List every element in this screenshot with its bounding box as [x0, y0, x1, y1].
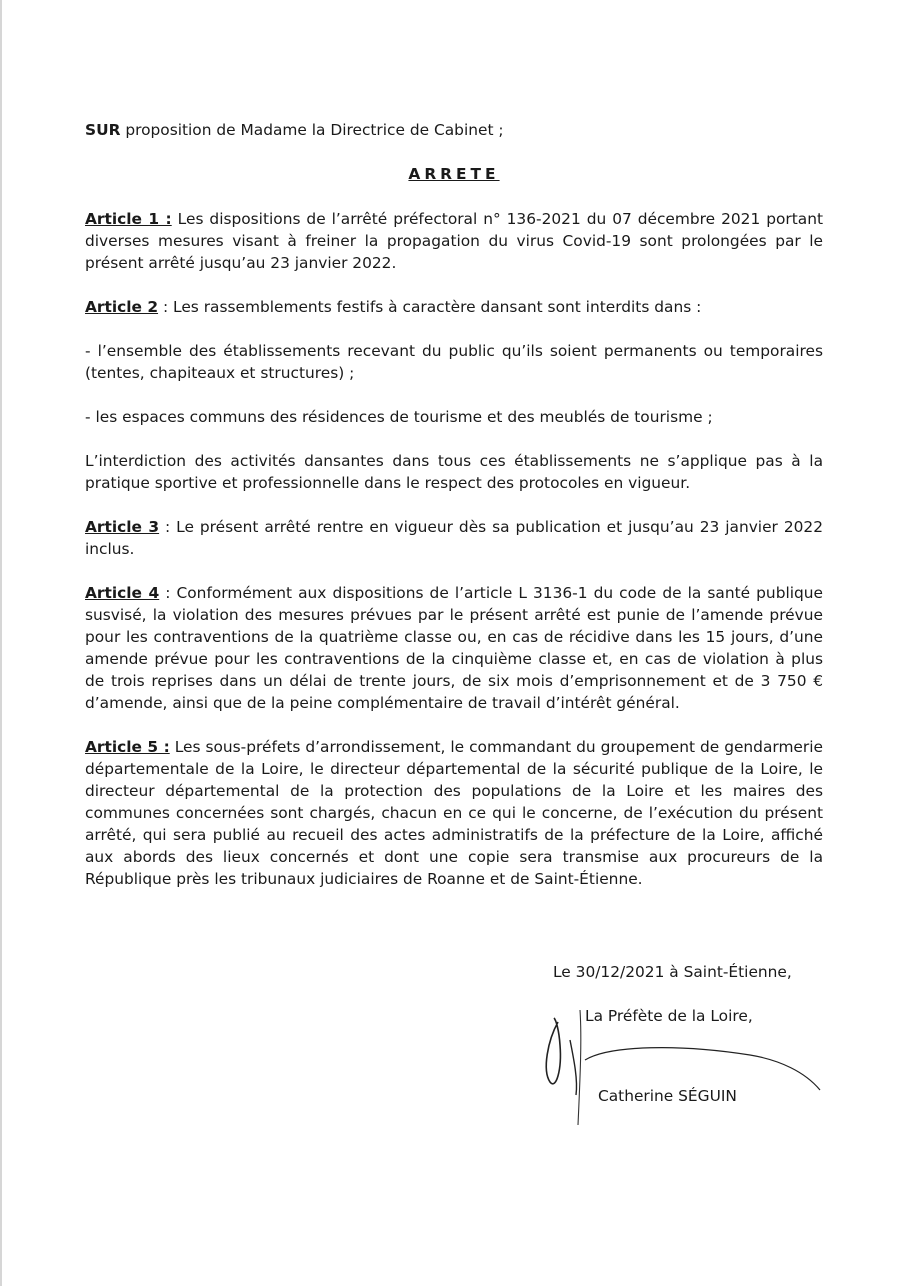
article-1-label: Article 1 :	[85, 210, 172, 228]
signature-date-line: Le 30/12/2021 à Saint-Étienne,	[553, 963, 792, 981]
article-5: Article 5 : Les sous-préfets d’arrondissement, le commandant du groupement de gendarmerie départementale de la Loire, le directeur départemental de la sécurité publique de la Loire, le directeur départemental de la protection des populations de la Loire et les maires des communes concernées sont chargés, chacun en ce qui le concerne, de l’exécution du présent arrêté, qui sera publié au recueil des actes administratifs de la préfecture de la Loire, affiché aux abords des lieux concernés et dont une copie sera transmise aux procureurs de la République près les tribunaux judiciaires de Roanne et de Saint-Étienne.	[85, 738, 823, 888]
signer-name: Catherine SÉGUIN	[598, 1087, 737, 1105]
page-edge	[0, 0, 2, 1286]
article-2-item-2: - les espaces communs des résidences de tourisme et des meublés de tourisme ;	[85, 408, 713, 426]
article-2-item-1: - l’ensemble des établissements recevant du public qu’ils soient permanents ou temporaires (tentes, chapiteaux et structures) ;	[85, 342, 823, 382]
article-5-label: Article 5 :	[85, 738, 170, 756]
decree-title: ARRETE	[408, 165, 500, 183]
article-2-note: L’interdiction des activités dansantes dans tous ces établissements ne s’applique pas à la pratique sportive et professionnelle dans le respect des protocoles en vigueur.	[85, 452, 823, 492]
decree-body	[85, 119, 823, 912]
article-3-label: Article 3	[85, 518, 160, 536]
article-3: Article 3 : Le présent arrêté rentre en vigueur dès sa publication et jusqu’au 23 janvier 2022 inclus.	[85, 518, 823, 558]
article-2: Article 2 : Les rassemblements festifs à caractère dansant sont interdits dans :	[85, 298, 702, 316]
article-4-label: Article 4	[85, 584, 160, 602]
article-1: Article 1 : Les dispositions de l’arrêté préfectoral n° 136-2021 du 07 décembre 2021 portant diverses mesures visant à freiner la propagation du virus Covid-19 sont prolongées par le présent arrêté jusqu’au 23 janvier 2022.	[85, 210, 823, 272]
article-2-label: Article 2	[85, 298, 159, 316]
signer-role: La Préfète de la Loire,	[585, 1007, 753, 1025]
handwritten-signature	[530, 1000, 830, 1130]
preamble: SUR proposition de Madame la Directrice de Cabinet ;	[85, 121, 504, 139]
article-4: Article 4 : Conformément aux dispositions de l’article L 3136-1 du code de la santé publique susvisé, la violation des mesures prévues par le présent arrêté est punie de l’amende prévue pour les contraventions de la quatrième classe ou, en cas de récidive dans les 15 jours, d’une amende prévue pour les contraventions de la cinquième classe et, en cas de violation à plus de trois reprises dans un délai de trente jours, de six mois d’emprisonnement et de 3 750 € d’amende, ainsi que de la peine complémentaire de travail d’intérêt général.	[85, 584, 824, 712]
